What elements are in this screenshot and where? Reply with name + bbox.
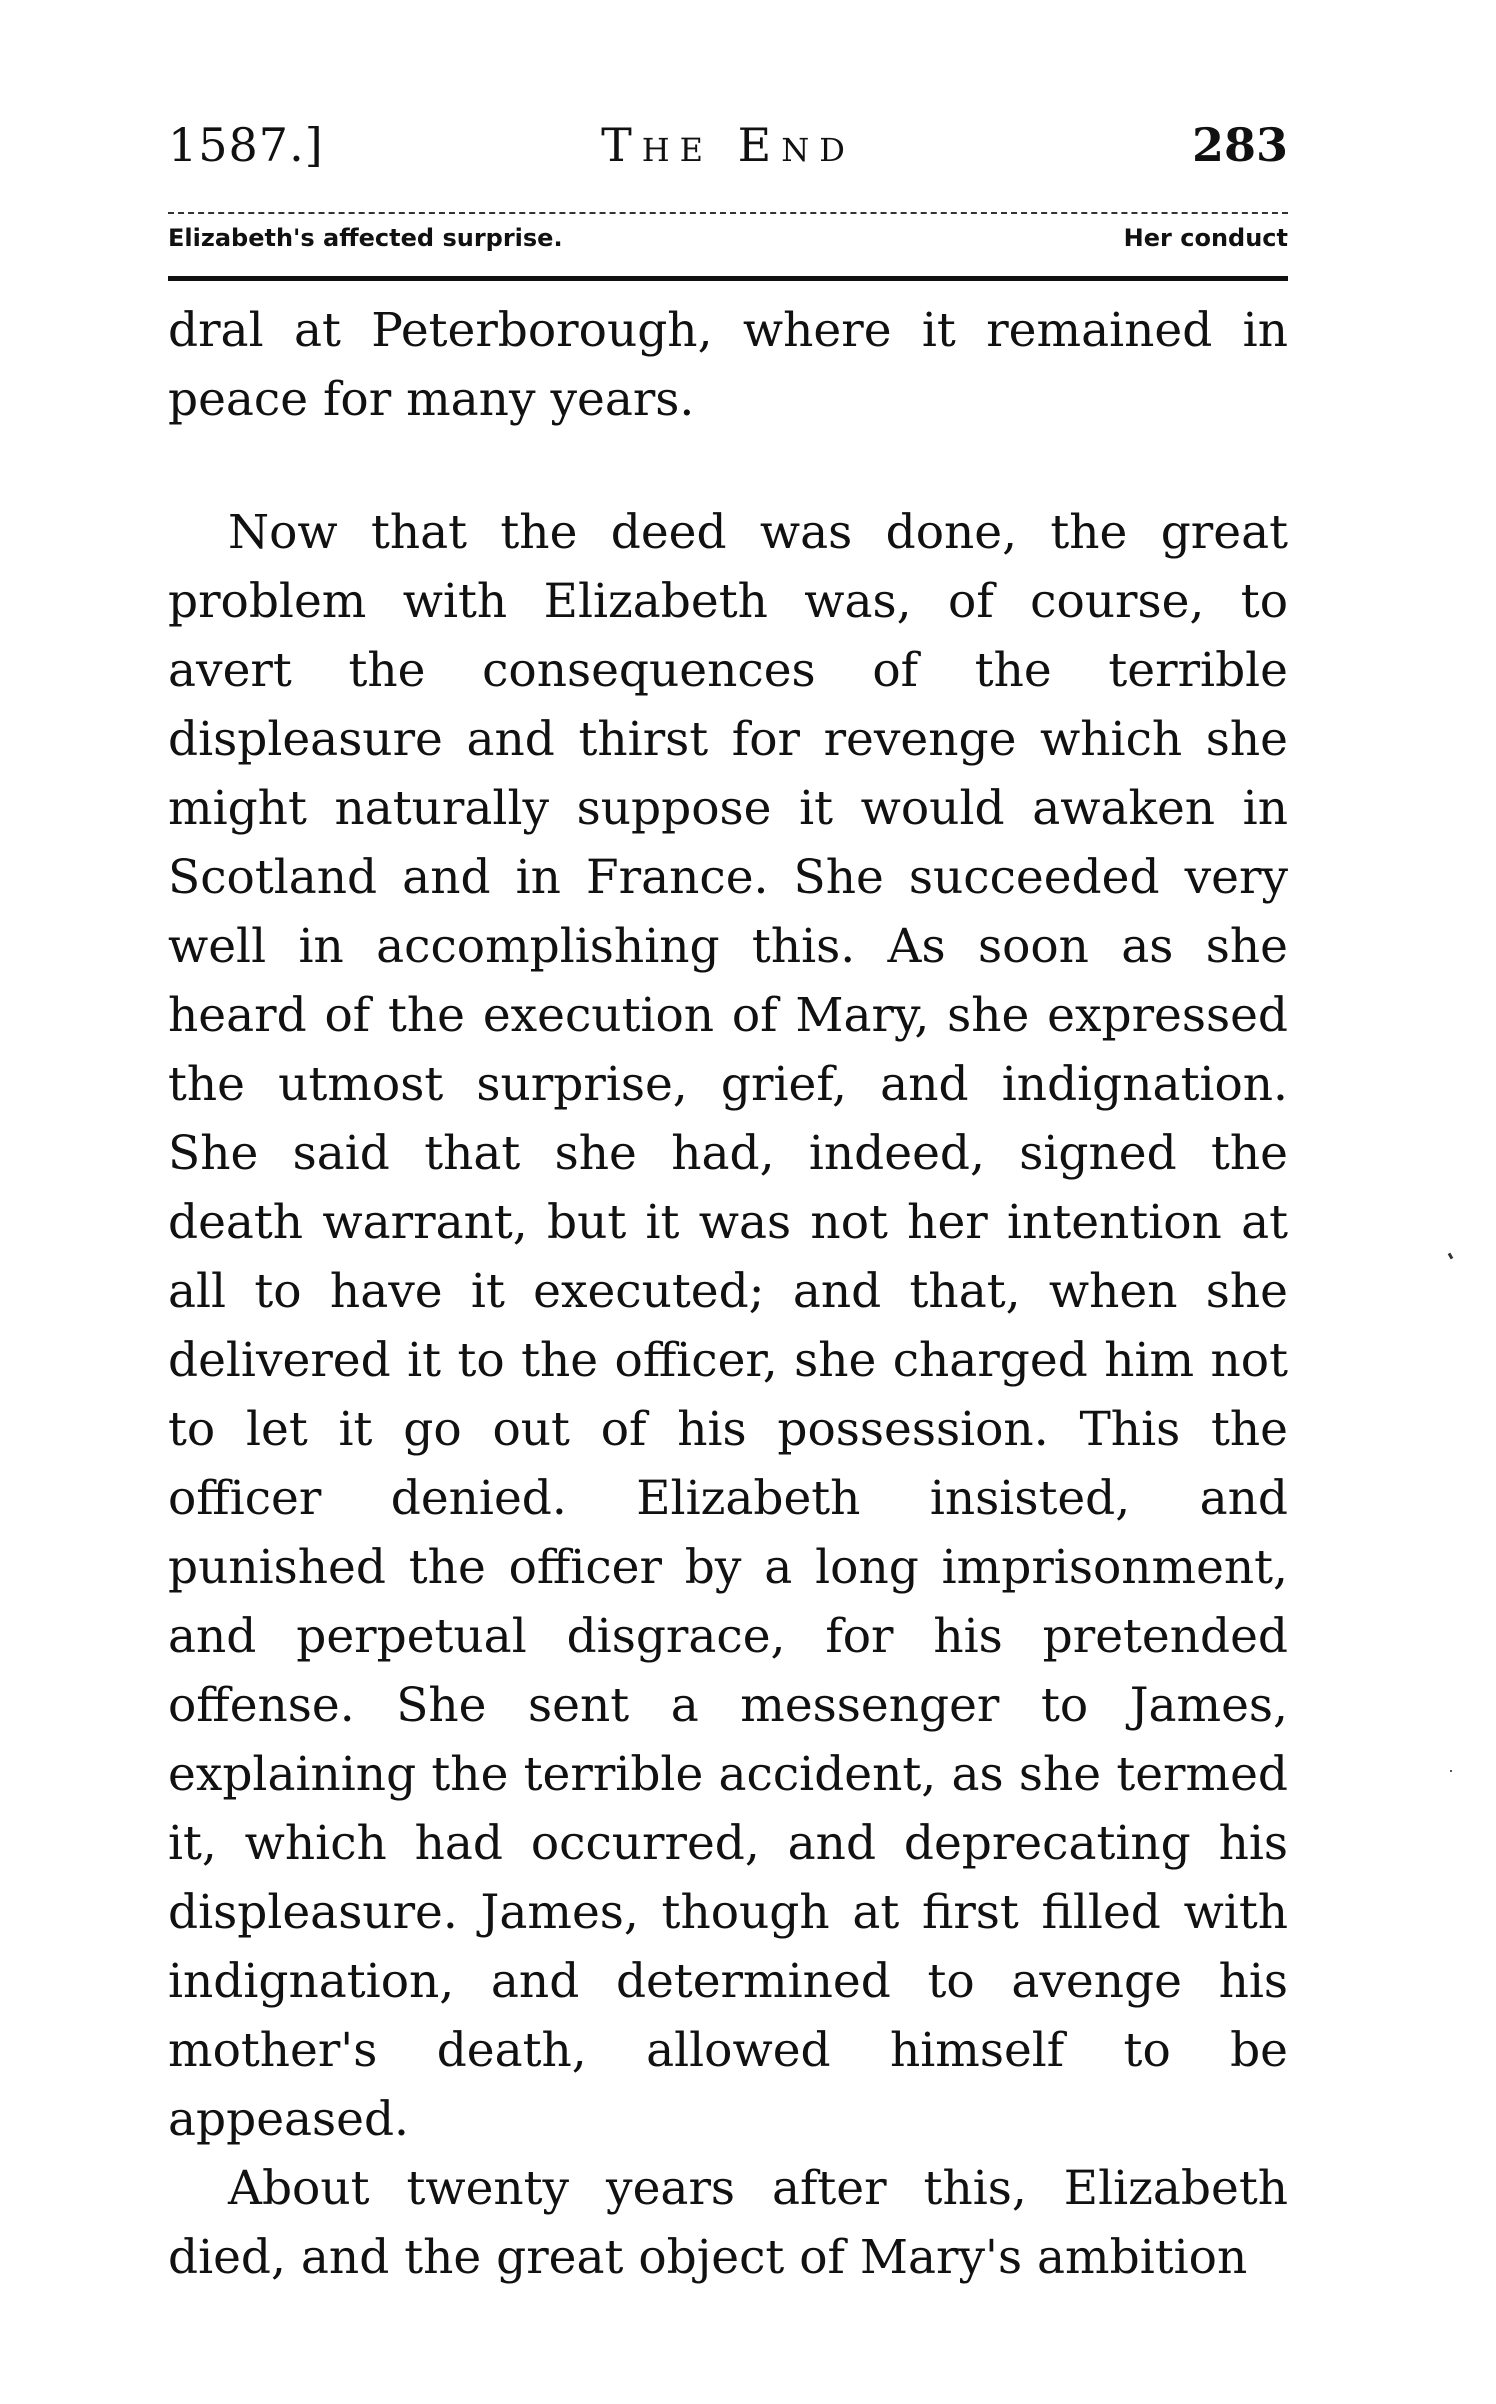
running-head <box>168 118 1288 178</box>
page-number: 283 <box>1191 118 1288 172</box>
paper-speck <box>1450 1770 1452 1772</box>
paper-speck <box>1448 1253 1454 1260</box>
body-text <box>168 296 1288 2292</box>
marginal-notes <box>168 224 1288 264</box>
paragraph: Now that the deed was done, the great problem with Elizabeth was, of course, to avert the consequences of the terrible displeasure and thirst for revenge which she might naturally suppose it would awaken in Scotland and in France. She succeeded very well in accomplishing this. As soon as she heard of the execution of Mary, she expressed the utmost surprise, grief, and indignation. She said that she had, indeed, signed the death warrant, but it was not her intention at all to have it executed; and that, when she delivered it to the officer, she charged him not to let it go out of his possession. This the officer denied. Elizabeth insisted, and punished the officer by a long imprisonment, and perpetual disgrace, for his pretended offense. She sent a messenger to James, explaining the terrible accident, as she termed it, which had occurred, and deprecating his displeasure. James, though at first filled with indignation, and determined to avenge his mother's death, allowed himself to be appeased. <box>168 505 1288 2147</box>
side-note-right: Her conduct <box>1123 224 1288 252</box>
side-note-left: Elizabeth's affected surprise. <box>168 224 563 252</box>
paragraph-continued: dral at Peterborough, where it remained in peace for many years. <box>168 303 1288 427</box>
header-solid-rule <box>168 276 1288 281</box>
header-dashed-rule <box>168 212 1288 214</box>
paragraph: About twenty years after this, Elizabeth died, and the great object of Mary's ambition <box>168 2161 1288 2285</box>
running-head-year: 1587.] <box>168 118 324 172</box>
running-head-title: The End <box>601 118 855 172</box>
